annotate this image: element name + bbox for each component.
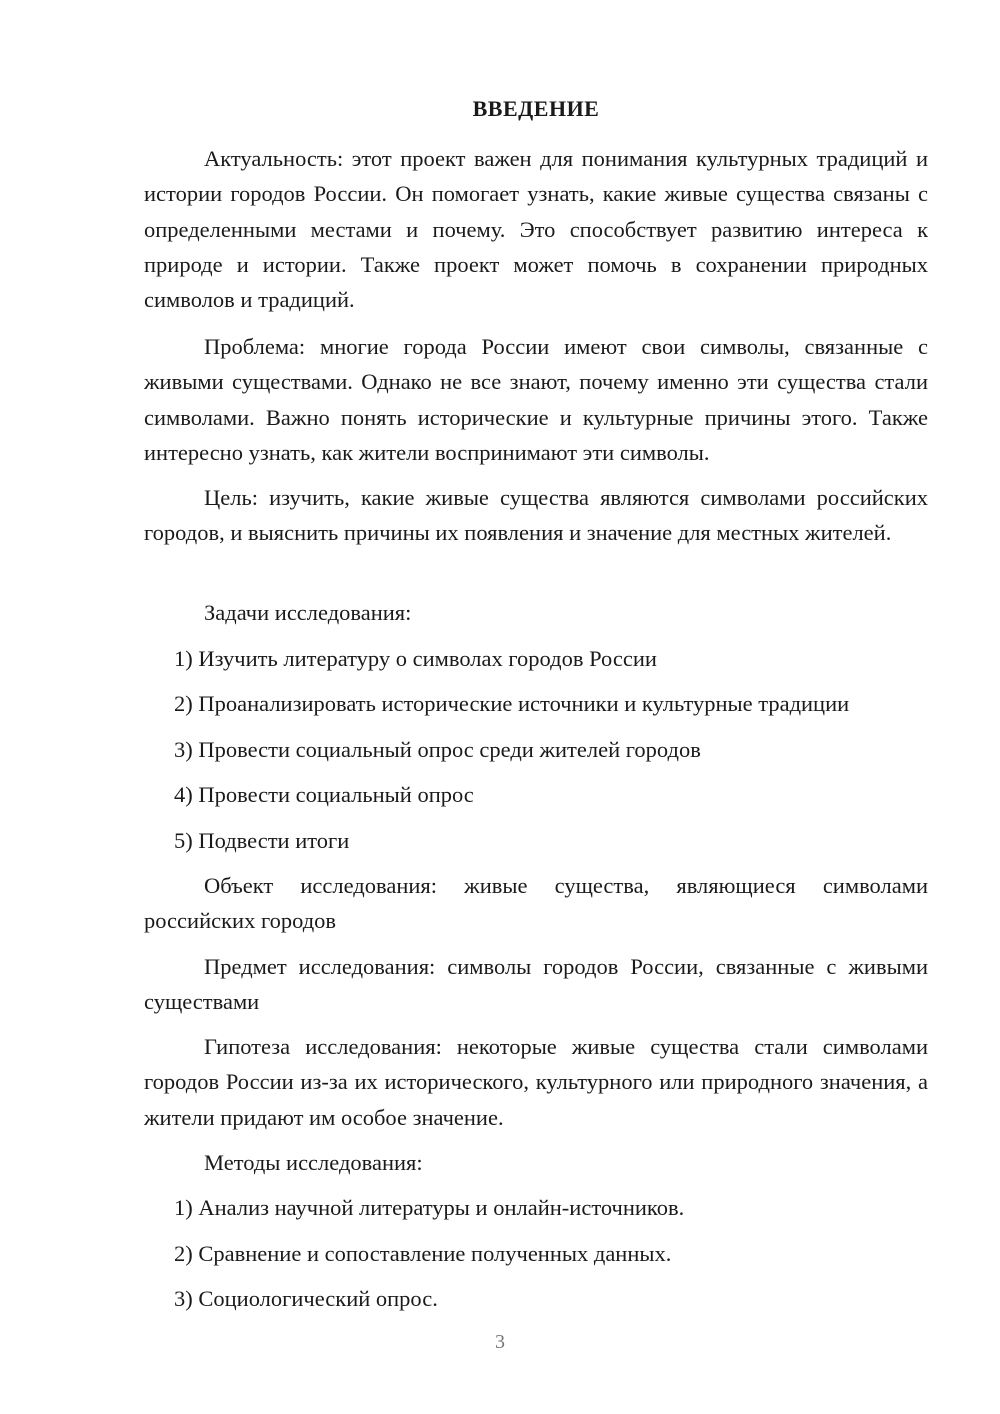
task-item: 1) Изучить литературу о символах городов России: [174, 646, 657, 671]
hypothesis-paragraph: Гипотеза исследования: некоторые живые существа стали символами городов России из-за их исторического, культурного или природного значения, а жители придают им особое значение.: [144, 1034, 928, 1130]
task-item: 2) Проанализировать исторические источники и культурные традиции: [174, 691, 850, 716]
relevance-paragraph: Актуальность: этот проект важен для понимания культурных традиций и истории городов России. Он помогает узнать, какие живые существа связаны с определенными местами и почему. Это способствует развитию интереса к природе и истории. Также проект может помочь в сохранении природных символов и традиций.: [144, 146, 928, 313]
task-item: 3) Провести социальный опрос среди жителей городов: [174, 737, 701, 762]
problem-paragraph: Проблема: многие города России имеют свои символы, связанные с живыми существами. Однако не все знают, почему именно эти существа стали символами. Важно понять исторические и культурные причины этого. Также интересно узнать, как жители воспринимают эти символы.: [144, 334, 928, 465]
tasks-heading: Задачи исследования:: [204, 600, 412, 625]
methods-heading: Методы исследования:: [204, 1150, 423, 1175]
document-page: [144, 0, 928, 1414]
method-item: 2) Сравнение и сопоставление полученных данных.: [174, 1241, 672, 1266]
task-item: 4) Провести социальный опрос: [174, 782, 474, 807]
goal-paragraph: Цель: изучить, какие живые существа являются символами российских городов, и выяснить причины их появления и значение для местных жителей.: [144, 485, 928, 546]
page-number: 3: [495, 1331, 505, 1353]
method-item: 1) Анализ научной литературы и онлайн-источников.: [174, 1195, 685, 1220]
page-title: ВВЕДЕНИЕ: [472, 96, 600, 121]
object-paragraph: Объект исследования: живые существа, являющиеся символами российских городов: [144, 873, 928, 934]
task-item: 5) Подвести итоги: [174, 828, 350, 853]
method-item: 3) Социологический опрос.: [174, 1286, 438, 1311]
subject-paragraph: Предмет исследования: символы городов России, связанные с живыми существами: [144, 954, 928, 1015]
